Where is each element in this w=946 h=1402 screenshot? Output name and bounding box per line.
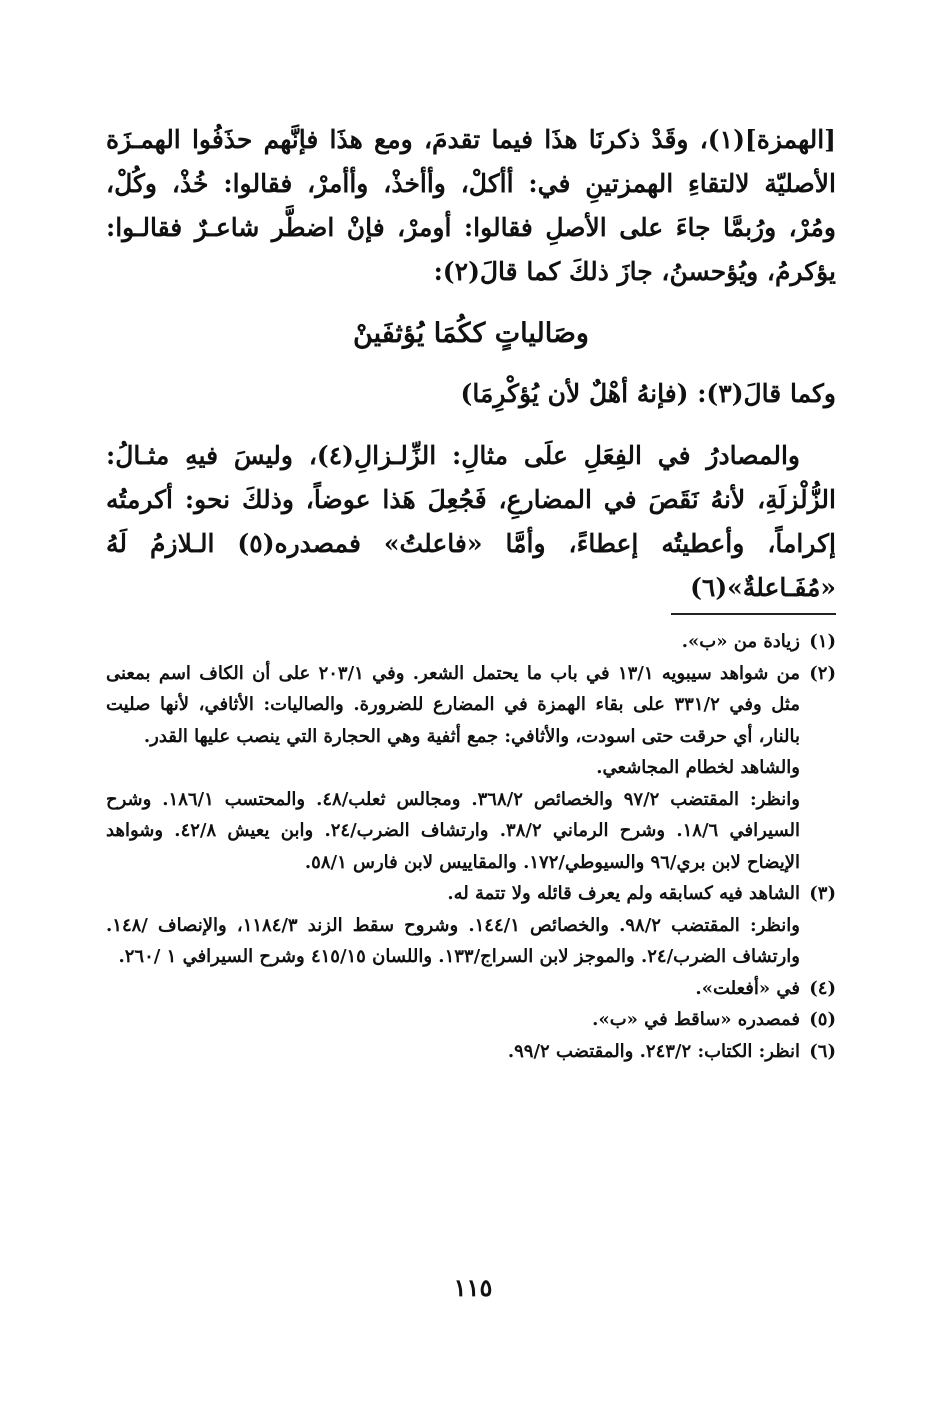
footnote-text: وانظر: المقتضب ٩٨/٢. والخصائص ١٤٤/١. وشروح سقط الزند ١١٨٤/٣، والإنصاف /١٤٨. وارتشاف الضرب/٢٤. والموجز لابن السراج/١٣٣. واللسان ٤١٥/١٥ وشرح السيرافي ١ /٢٦٠. [106,914,800,967]
quoted-verse-line: وكما قالَ(٣): (فإنهُ أهْلٌ لأن يُؤكْرِمَا) [460,379,836,408]
footnote-text: فمصدره «ساقط في «ب». [592,1009,800,1030]
footnote-text: الشاهد فيه كسابقه ولم يعرف قائله ولا تتمة له. [447,883,800,904]
footnote-4 [106,973,836,1005]
paragraph-2: والمصادرُ في الفِعَلِ علَى مثالِ: الزِّلـزالِ(٤)، وليسَ فيهِ مثـالُ: الزُّلْزلَةِ، لأنهُ نَقَصَ في المضارعِ، فَجُعِلَ هَذا عوضاً، وذلكَ نحو: أكرمتُه إكراماً، وأعطيتُه إعطاءً، وأمَّا «فاعلتُ» فمصدره(٥) الـلازمُ لَهُ «مُفَـاعلةٌ»(٦) [106,441,836,602]
footnote-number: (٦) [809,1040,836,1062]
main-text [106,118,836,610]
footnote-number: (٣) [809,883,836,904]
footnote-6 [106,1036,836,1068]
page-number: ١١٥ [453,1273,493,1302]
footnote-text: وانظر: المقتضب ٩٧/٢ والخصائص ٣٦٨/٢. ومجالس ثعلب/٤٨. والمحتسب ١٨٦/١. وشرح السيرافي ١٨/٦. وشرح الرماني ٣٨/٢. وارتشاف الضرب/٢٤. وابن يعيش ٤٢/٨. وشواهد الإيضاح لابن بري/٩٦ والسيوطي/١٧٢. والمقاييس لابن فارس ٥٨/١. [106,788,800,873]
footnote-text: انظر: الكتاب: ٢٤٣/٢. والمقتضب ٩٩/٢. [507,1040,800,1062]
footnote-number: (١) [809,631,836,652]
footnote-5 [106,1004,836,1036]
footnote-separator [671,613,836,615]
footnote-2 [106,658,836,879]
footnote-number: (٤) [809,977,836,999]
footnotes [106,626,836,1067]
footnote-text: من شواهد سيبويه ١٣/١ في باب ما يحتمل الشعر. وفي ٢٠٣/١ على أن الكاف اسم بمعنى مثل وفي ٣٣١/٢ على بقاء الهمزة في المضارع للضرورة. والصاليات: الأثافي، لأنها صليت بالنار، أي حرقت حتى اسودت، والأثافي: جمع أثفية وهي الحجارة التي ينصب عليها القدر. [106,662,801,747]
footnote-number: (٥) [809,1009,836,1030]
footnote-3 [106,878,836,973]
footnote-number: (٢) [809,662,836,684]
footnote-text: زيادة من «ب». [681,631,800,652]
paragraph-1: [الهمزة](١)، وقَدْ ذكرنَا هذَا فيما تقدمَ، ومع هذَا فإنَّهم حذَفُوا الهمـزَة الأصليّة لالتقاءِ الهمزتينِ في: أأكلْ، وأأخذْ، وأأمرْ، فقالوا: خُذْ، وكُلْ، ومُرْ، ورُبمَّا جاءَ على الأصلِ فقالوا: أومرْ، فإنْ اضطَّر شاعـرٌ فقالـوا: يؤكرمُ، ويُؤحسنُ، جازَ ذلكَ كما قالَ(٢): [106,125,836,286]
footnote-text: في «أفعلت». [695,977,800,999]
poetry-verse: وصَالياتٍ ككُمَا يُؤثفَينْ [353,318,589,349]
footnote-1 [106,626,836,658]
footnote-text: والشاهد لخطام المجاشعي. [596,757,800,778]
